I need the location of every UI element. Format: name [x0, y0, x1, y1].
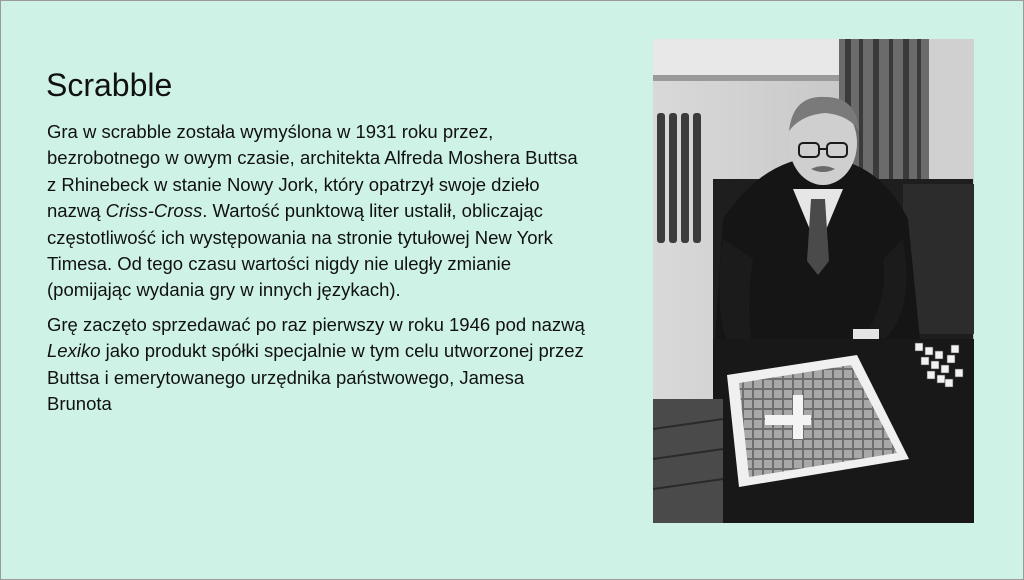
- tie-shape: [807, 199, 829, 275]
- paragraph-1-text-b: . Wartość punktową liter ustalił, obliczając częstotliwość ich występowania na stronie tytułowej New York Timesa. Od tego czasu wartości nigdy nie uległy zmianie (pomijając wydania gry w innych językach).: [47, 200, 553, 301]
- window-frame-shape: [653, 39, 843, 79]
- window-bar-shape: [653, 75, 843, 81]
- paragraph-1-italic: Criss-Cross: [105, 200, 203, 222]
- paragraph-2-italic: Lexiko: [47, 340, 101, 362]
- paragraph-2: [47, 312, 587, 418]
- paragraph-1: [47, 119, 587, 304]
- paragraph-2-text-a: Grę zaczęto sprzedawać po raz pierwszy w roku 1946 pod nazwą: [47, 313, 585, 335]
- slide-body: [47, 119, 587, 425]
- photo-man-at-scrabble-board: [653, 39, 974, 523]
- wall-right-shape: [929, 39, 974, 189]
- photo-illustration: [653, 39, 974, 523]
- paragraph-1-text-a: Gra w scrabble została wymyślona w 1931 roku przez, bezrobotnego w owym czasie, architekta Alfreda Moshera Buttsa z Rhinebeck w stanie Nowy Jork, który opatrzył swoje dzieło nazwą: [47, 121, 578, 222]
- slide-title: Scrabble: [46, 67, 173, 103]
- paragraph-2-text-b: jako produkt spółki specjalnie w tym celu utworzonej przez Buttsa i emerytowanego urzędnika państwowego, Jamesa Brunota: [47, 340, 584, 415]
- floor-shape: [653, 399, 723, 523]
